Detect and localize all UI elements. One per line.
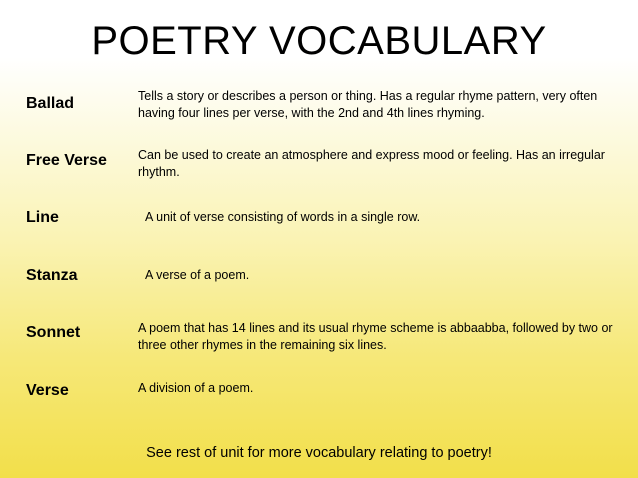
- term-line: Line: [26, 209, 59, 226]
- definition-sonnet: A poem that has 14 lines and its usual rhyme scheme is abbaabba, followed by two or three other rhymes in the remaining six lines.: [138, 321, 613, 352]
- definition-ballad: Tells a story or describes a person or thing. Has a regular rhyme pattern, very often having four lines per verse, with the 2nd and 4th lines rhyming.: [138, 89, 598, 120]
- definition-verse: A division of a poem.: [138, 381, 254, 395]
- footer-note: See rest of unit for more vocabulary relating to poetry!: [146, 445, 492, 461]
- slide-title: POETRY VOCABULARY: [91, 19, 547, 63]
- definition-line: A unit of verse consisting of words in a single row.: [145, 210, 421, 224]
- definition-stanza: A verse of a poem.: [145, 268, 250, 282]
- term-verse: Verse: [26, 382, 69, 399]
- definition-free-verse: Can be used to create an atmosphere and express mood or feeling. Has an irregular rhythm.: [138, 148, 605, 179]
- term-sonnet: Sonnet: [26, 324, 81, 341]
- term-free-verse: Free Verse: [26, 152, 107, 169]
- term-stanza: Stanza: [26, 267, 78, 284]
- term-ballad: Ballad: [26, 95, 75, 112]
